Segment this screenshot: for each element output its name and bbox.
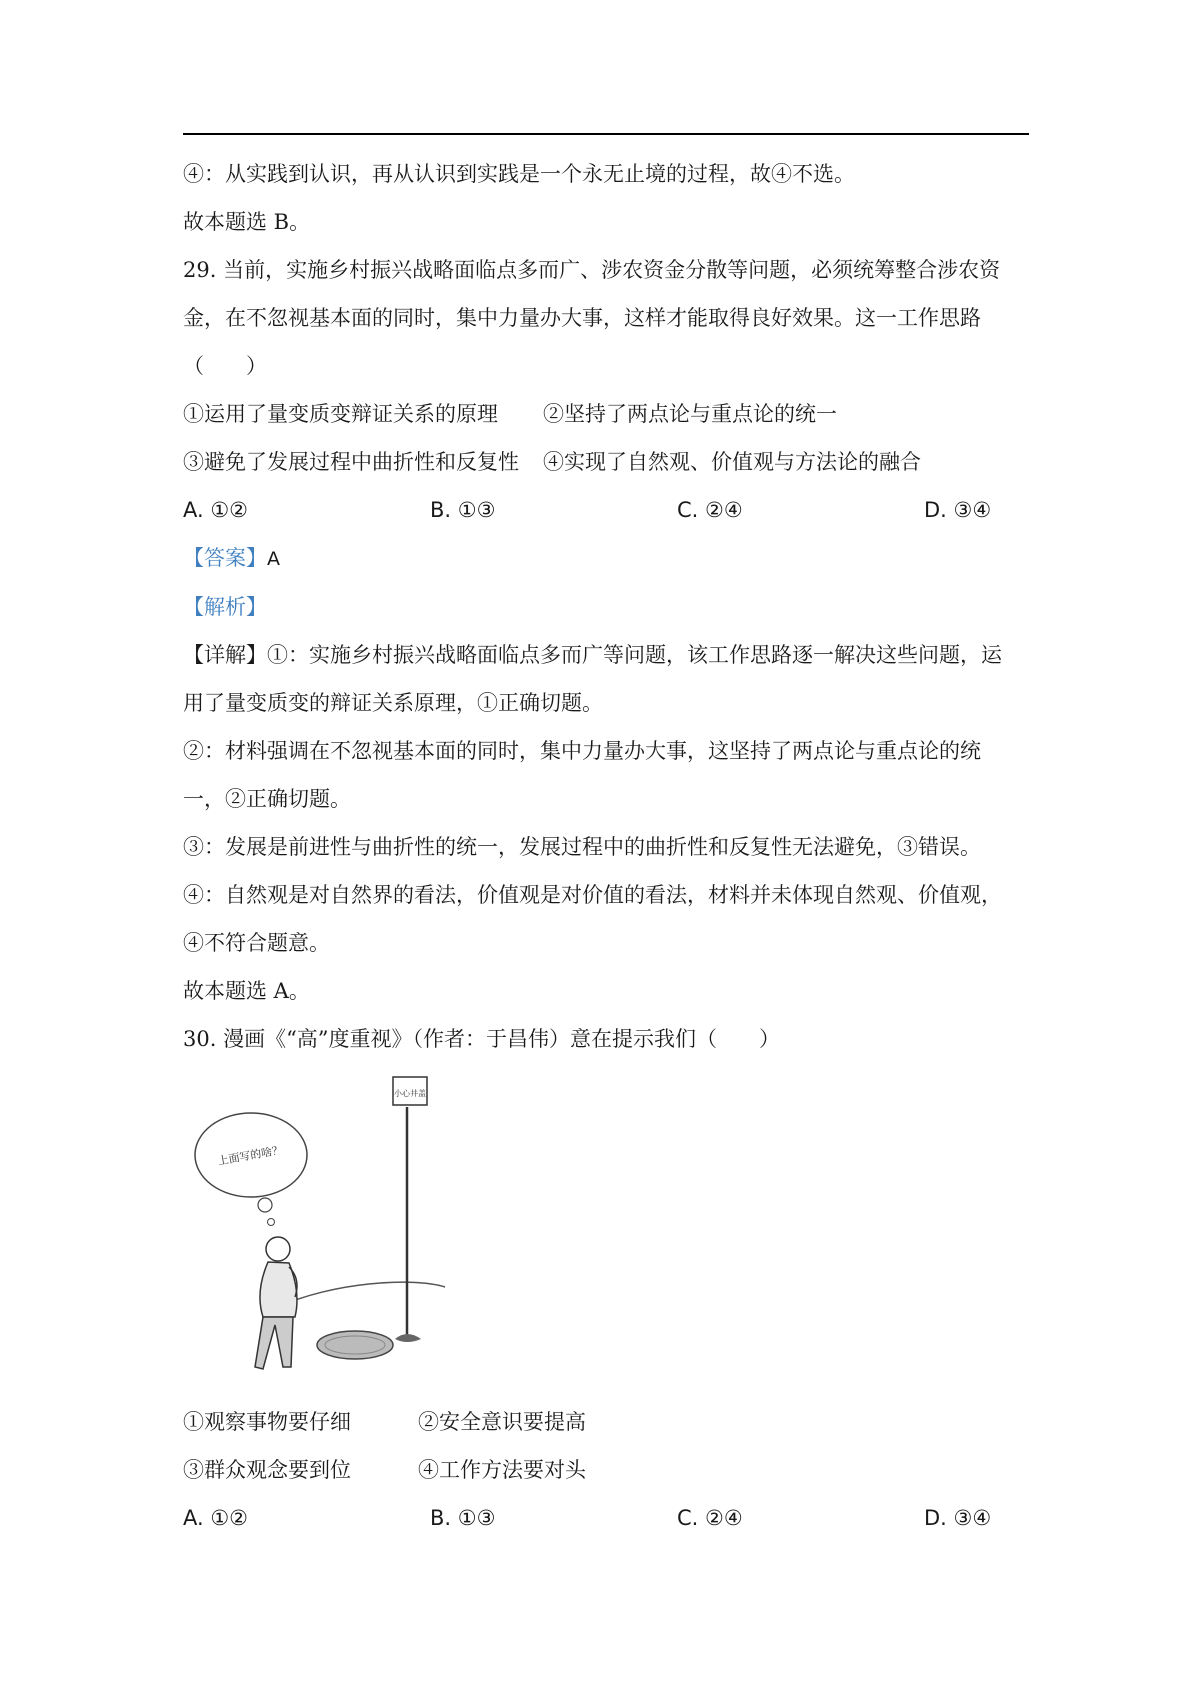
q29-answer — [183, 534, 1029, 583]
cartoon-thought-text: 上面写的啥？ — [216, 1143, 285, 1168]
q30-option-b: B. ①③ — [430, 1506, 496, 1530]
q30-item-4: ④工作方法要对头 — [418, 1458, 586, 1482]
q29-detail-line-5: ③：发展是前进性与曲折性的统一，发展过程中的曲折性和反复性无法避免，③错误。 — [183, 835, 981, 859]
cartoon-drawing — [183, 1067, 453, 1392]
q30-option-d: D. ③④ — [924, 1506, 992, 1530]
q29-option-d: D. ③④ — [924, 498, 992, 522]
q29-item-4: ④实现了自然观、价值观与方法论的融合 — [543, 450, 921, 474]
q29-detail-line-1: 【详解】①：实施乡村振兴战略面临点多而广等问题，该工作思路逐一解决这些问题，运 — [183, 643, 1002, 667]
q29-detail-line-2: 用了量变质变的辩证关系原理，①正确切题。 — [183, 691, 603, 715]
q30-stem: 30. 漫画《“高”度重视》（作者：于昌伟）意在提示我们（ ） — [183, 1027, 781, 1051]
q29-option-c: C. ②④ — [677, 498, 743, 522]
q29-item-3: ③避免了发展过程中曲折性和反复性 — [183, 450, 519, 474]
q30-item-3: ③群众观念要到位 — [183, 1458, 351, 1482]
q29-item-2: ②坚持了两点论与重点论的统一 — [543, 402, 837, 426]
q30-item-2: ②安全意识要提高 — [418, 1410, 586, 1434]
q30-option-a: A. ①② — [183, 1506, 248, 1530]
header-rule — [183, 133, 1029, 135]
prev-analysis-line: ④：从实践到认识，再从认识到实践是一个永无止境的过程，故④不选。 — [183, 162, 855, 186]
q29-stem-line-3: （ ） — [183, 354, 267, 378]
q29-detail-line-6: ④：自然观是对自然界的看法，价值观是对价值的看法，材料并未体现自然观、价值观， — [183, 883, 1002, 907]
q29-items-row-1 — [183, 390, 1029, 438]
q29-detail-line-4: 一，②正确切题。 — [183, 787, 351, 811]
q29-stem-line-2: 金，在不忽视基本面的同时，集中力量办大事，这样才能取得良好效果。这一工作思路 — [183, 306, 981, 330]
q29-stem-line-1: 29. 当前，实施乡村振兴战略面临点多而广、涉农资金分散等问题，必须统筹整合涉农资 — [183, 258, 1001, 282]
prev-conclusion-line: 故本题选 B。 — [183, 210, 311, 234]
answer-value: A — [267, 548, 280, 570]
q29-option-b: B. ①③ — [430, 498, 496, 522]
cartoon-sign-text: 小心井盖 — [394, 1089, 426, 1098]
q30-options — [183, 1494, 1029, 1542]
q29-detail-line-3: ②：材料强调在不忽视基本面的同时，集中力量办大事，这坚持了两点论与重点论的统 — [183, 739, 981, 763]
q29-detail-line-8: 故本题选 A。 — [183, 979, 310, 1003]
answer-label: 【答案】 — [183, 546, 267, 570]
q30-items-row-1 — [183, 1398, 1029, 1446]
q29-items-row-2 — [183, 438, 1029, 486]
q29-item-1: ①运用了量变质变辩证关系的原理 — [183, 402, 498, 426]
q30-items-row-2 — [183, 1446, 1029, 1494]
cartoon-image — [183, 1067, 453, 1392]
q30-item-1: ①观察事物要仔细 — [183, 1410, 351, 1434]
q29-detail-line-7: ④不符合题意。 — [183, 931, 330, 955]
q29-options — [183, 486, 1029, 534]
q29-analysis-label: 【解析】 — [183, 595, 267, 619]
page-content — [183, 150, 1029, 1542]
q29-option-a: A. ①② — [183, 498, 248, 522]
q30-option-c: C. ②④ — [677, 1506, 743, 1530]
